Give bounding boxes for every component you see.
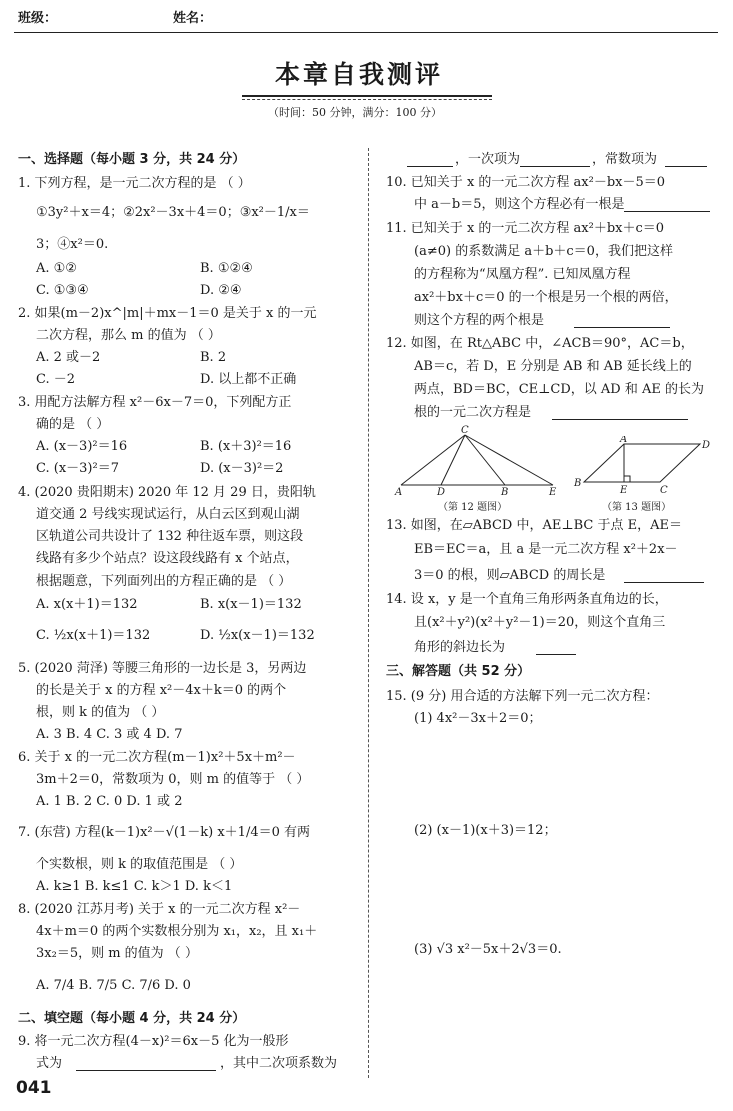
fig12-label-e: E bbox=[549, 487, 557, 497]
q13-line3: 3＝0 的根，则▱ABCD 的周长是 bbox=[414, 568, 606, 583]
q6-stem: 6. 关于 x 的一元二次方程(m－1)x²＋5x＋m²－ bbox=[18, 750, 296, 765]
fig13-shape-abcd bbox=[584, 444, 700, 482]
q2-option-a: A. 2 或－2 bbox=[36, 350, 101, 365]
section-fill-heading: 二、填空题（每小题 4 分，共 24 分） bbox=[18, 1011, 246, 1026]
q7-stem: 7. (东营) 方程(k－1)x²－√(1－k) x＋1/4＝0 有两 bbox=[18, 825, 311, 840]
q2-line2: 二次方程，那么 m 的值为 （ ） bbox=[36, 328, 221, 343]
q1-option-a: A. ①② bbox=[36, 261, 77, 276]
q14-line2: 且(x²＋y²)(x²＋y²－1)＝20，则这个直角三 bbox=[414, 615, 666, 630]
q13-line2: EB＝EC＝a，且 a 是一元二次方程 x²＋2x－ bbox=[414, 542, 678, 557]
section-choice-heading: 一、选择题（每小题 3 分，共 24 分） bbox=[18, 152, 246, 167]
q6-line2: 3m＋2＝0，常数项为 0，则 m 的值等于 （ ） bbox=[36, 772, 310, 787]
fig13-label-b: B bbox=[574, 478, 582, 489]
header-rule bbox=[14, 32, 718, 33]
q12-line2: AB＝c，若 D，E 分别是 AB 和 AB 延长线上的 bbox=[414, 359, 692, 374]
section-answer-heading: 三、解答题（共 52 分） bbox=[386, 664, 531, 679]
q9-linear-term-label: ，一次项为 bbox=[455, 152, 521, 167]
q8-line2: 4x＋m＝0 的两个实数根分别为 x₁，x₂，且 x₁＋ bbox=[36, 924, 318, 939]
q5-options: A. 3 B. 4 C. 3 或 4 D. 7 bbox=[36, 727, 183, 742]
q8-stem: 8. (2020 江苏月考) 关于 x 的一元二次方程 x²－ bbox=[18, 902, 301, 917]
title-rule-dashed bbox=[242, 99, 492, 100]
q12-blank[interactable] bbox=[552, 406, 688, 420]
fig12-line-cb bbox=[465, 435, 505, 485]
q9-blank-coefficient[interactable] bbox=[407, 153, 453, 167]
q2-option-d: D. 以上都不正确 bbox=[200, 372, 297, 387]
q3-option-a: A. (x－3)²＝16 bbox=[36, 439, 128, 454]
q11-line5: 则这个方程的两个根是 bbox=[414, 313, 545, 328]
q10-blank[interactable] bbox=[624, 198, 710, 212]
q15-part1: (1) 4x²－3x＋2＝0； bbox=[414, 711, 542, 726]
q1-option-c: C. ①③④ bbox=[36, 283, 89, 298]
fig12-label-b: B bbox=[501, 487, 509, 497]
q11-line2: (a≠0) 的系数满足 a＋b＋c＝0，我们把这样 bbox=[414, 244, 673, 259]
name-label: 姓名： bbox=[173, 11, 213, 26]
q4-option-c: C. ½x(x＋1)＝132 bbox=[36, 628, 151, 643]
q9-constant-label: ，常数项为 bbox=[592, 152, 658, 167]
q2-stem: 2. 如果(m－2)x^|m|＋mx－1＝0 是关于 x 的一元 bbox=[18, 306, 317, 321]
q2-option-c: C. －2 bbox=[36, 372, 76, 387]
figure-13-caption: （第 13 题图） bbox=[602, 502, 672, 513]
title-rule bbox=[242, 95, 492, 97]
q4-line4: 线路有多少个站点？设这段线路有 x 个站点， bbox=[36, 551, 299, 566]
q7-options: A. k≥1 B. k≤1 C. k＞1 D. k＜1 bbox=[36, 879, 233, 894]
q11-stem: 11. 已知关于 x 的一元二次方程 ax²＋bx＋c＝0 bbox=[386, 221, 665, 236]
fig12-label-a: A bbox=[395, 487, 403, 497]
q13-stem: 13. 如图，在▱ABCD 中，AE⊥BC 于点 E，AE＝ bbox=[386, 518, 682, 533]
fig12-line-ce bbox=[465, 435, 553, 485]
fig13-label-d: D bbox=[702, 440, 711, 451]
q14-stem: 14. 设 x，y 是一个直角三角形两条直角边的长， bbox=[386, 592, 668, 607]
q1-stem: 1. 下列方程，是一元二次方程的是 （ ） bbox=[18, 176, 251, 191]
column-divider bbox=[368, 148, 369, 1078]
figure-12-caption: （第 12 题图） bbox=[438, 502, 508, 513]
q12-stem: 12. 如图，在 Rt△ABC 中，∠ACB＝90°，AC＝b， bbox=[386, 336, 694, 351]
fig13-label-a: A bbox=[620, 436, 628, 445]
q4-option-d: D. ½x(x－1)＝132 bbox=[200, 628, 315, 643]
fig13-label-c: C bbox=[660, 485, 668, 496]
q9-line2-suffix: ，其中二次项系数为 bbox=[220, 1056, 338, 1071]
q15-stem: 15. (9 分) 用合适的方法解下列一元二次方程： bbox=[386, 689, 659, 704]
fig12-line-ac bbox=[401, 435, 465, 485]
q4-line5: 根据题意，下列面列出的方程正确的是 （ ） bbox=[36, 574, 292, 589]
q1-option-b: B. ①②④ bbox=[200, 261, 253, 276]
q3-option-b: B. (x＋3)²＝16 bbox=[200, 439, 292, 454]
q5-line3: 根，则 k 的值为 （ ） bbox=[36, 705, 165, 720]
q11-line3: 的方程称为“凤凰方程”. 已知凤凰方程 bbox=[414, 267, 631, 282]
q6-options: A. 1 B. 2 C. 0 D. 1 或 2 bbox=[36, 794, 183, 809]
page-title: 本章自我测评 bbox=[275, 60, 444, 89]
q4-line3: 区轨道公司共设计了 132 种往返车票，则这段 bbox=[36, 529, 304, 544]
q4-line2: 道交通 2 号线实现试运行，从白云区到观山湖 bbox=[36, 507, 300, 522]
fig12-line-cd bbox=[441, 435, 465, 485]
figure-12-triangle bbox=[393, 425, 563, 497]
q8-line3: 3x₂＝5，则 m 的值为 （ ） bbox=[36, 946, 198, 961]
q8-options: A. 7/4 B. 7/5 C. 7/6 D. 0 bbox=[36, 978, 191, 993]
q10-line2: 中 a－b＝5，则这个方程必有一根是 bbox=[414, 197, 625, 212]
page-subtitle: （时间：50 分钟，满分：100 分） bbox=[268, 106, 442, 119]
q1-line2: ①3y²＋x＝4；②2x²－3x＋4＝0；③x²－1/x＝ bbox=[36, 205, 310, 220]
q11-blank[interactable] bbox=[574, 314, 670, 328]
q11-line4: ax²＋bx＋c＝0 的一个根是另一个根的两倍， bbox=[414, 290, 678, 305]
q3-stem: 3. 用配方法解方程 x²－6x－7＝0，下列配方正 bbox=[18, 395, 292, 410]
q12-line3: 两点，BD＝BC，CE⊥CD，以 AD 和 AE 的长为 bbox=[414, 382, 704, 397]
q1-line3: 3；④x²＝0. bbox=[36, 237, 109, 252]
q12-line4: 根的一元二次方程是 bbox=[414, 405, 532, 420]
page-number: 041 bbox=[16, 1078, 52, 1098]
fig13-right-angle-mark bbox=[624, 476, 630, 482]
q2-option-b: B. 2 bbox=[200, 350, 227, 365]
q3-line2: 确的是 （ ） bbox=[36, 417, 110, 432]
q4-stem: 4. (2020 贵阳期末) 2020 年 12 月 29 日，贵阳轨 bbox=[18, 485, 316, 500]
fig12-label-d: D bbox=[437, 487, 446, 497]
class-label: 班级： bbox=[18, 11, 58, 26]
figure-13-parallelogram bbox=[572, 436, 714, 496]
q7-line2: 个实数根，则 k 的取值范围是 （ ） bbox=[36, 857, 243, 872]
q14-blank[interactable] bbox=[536, 641, 576, 655]
q9-blank-linear-term[interactable] bbox=[520, 153, 590, 167]
q9-line2-prefix: 式为 bbox=[36, 1056, 63, 1071]
q9-blank-constant[interactable] bbox=[665, 153, 707, 167]
fig13-label-e: E bbox=[620, 485, 628, 496]
q4-option-b: B. x(x－1)＝132 bbox=[200, 597, 302, 612]
q15-part2: (2) (x－1)(x＋3)＝12； bbox=[414, 823, 557, 838]
fig12-label-c: C bbox=[461, 425, 469, 436]
q4-option-a: A. x(x＋1)＝132 bbox=[36, 597, 138, 612]
q1-option-d: D. ②④ bbox=[200, 283, 242, 298]
q10-stem: 10. 已知关于 x 的一元二次方程 ax²－bx－5＝0 bbox=[386, 175, 666, 190]
q9-blank-general-form[interactable] bbox=[76, 1057, 216, 1071]
q9-stem: 9. 将一元二次方程(4－x)²＝6x－5 化为一般形 bbox=[18, 1034, 289, 1049]
q5-stem: 5. (2020 菏泽) 等腰三角形的一边长是 3，另两边 bbox=[18, 661, 307, 676]
q3-option-d: D. (x－3)²＝2 bbox=[200, 461, 284, 476]
q14-line3: 角形的斜边长为 bbox=[414, 640, 506, 655]
q15-part3: (3) √3 x²－5x＋2√3＝0. bbox=[414, 942, 562, 957]
q5-line2: 的长是关于 x 的方程 x²－4x＋k＝0 的两个 bbox=[36, 683, 287, 698]
q13-blank[interactable] bbox=[624, 569, 704, 583]
q3-option-c: C. (x－3)²＝7 bbox=[36, 461, 119, 476]
